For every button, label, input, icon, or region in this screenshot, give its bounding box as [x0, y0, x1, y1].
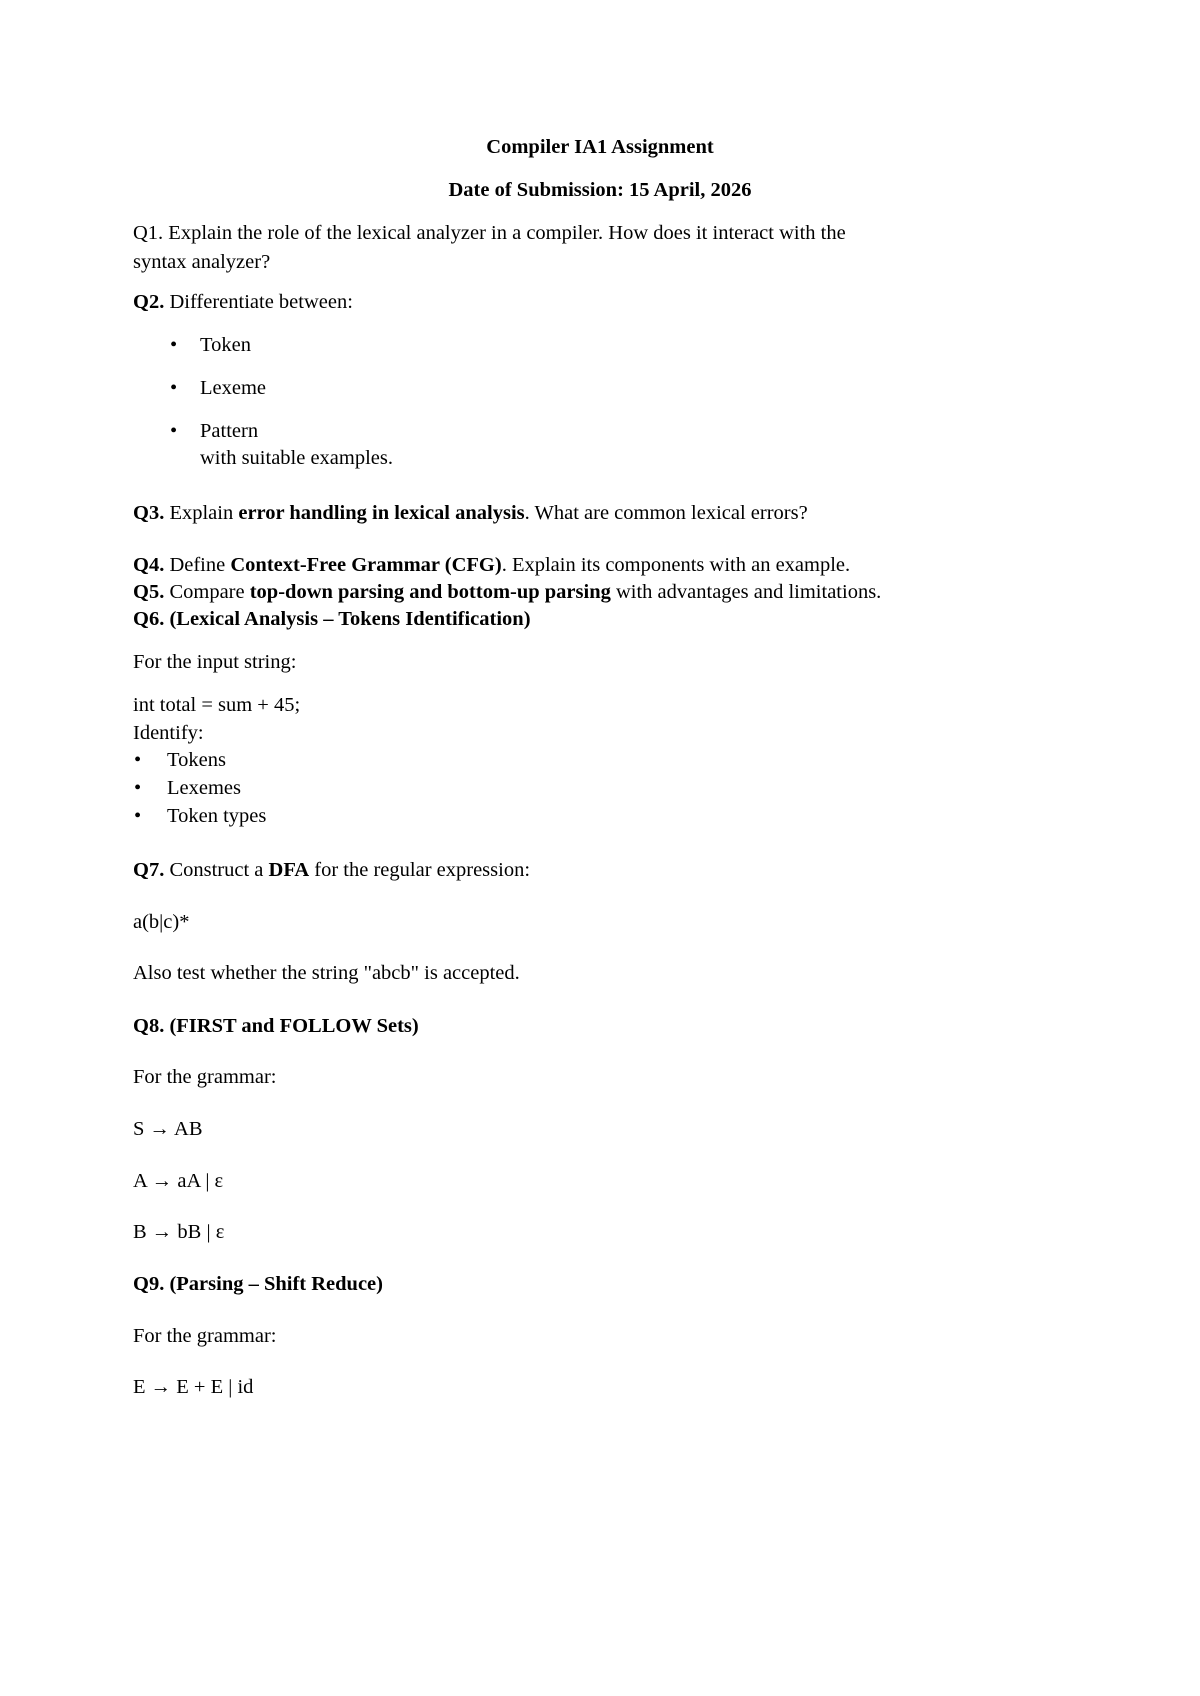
bullet-icon: •	[170, 420, 178, 442]
q5-text: Compare	[164, 581, 250, 603]
q3	[133, 500, 808, 526]
document-title: Compiler IA1 Assignment	[486, 136, 714, 158]
q7-regex: a(b|c)*	[133, 911, 190, 933]
bullet-icon: •	[134, 749, 142, 771]
q6-item-tokens: Tokens	[167, 749, 226, 771]
q7-emphasis: DFA	[268, 859, 310, 881]
q2-text: Differentiate between:	[164, 291, 353, 313]
q7-test: Also test whether the string "abcb" is accepted.	[133, 962, 520, 984]
q4	[133, 552, 850, 578]
q2	[133, 289, 353, 315]
q5	[133, 579, 881, 605]
q4-text-end: . Explain its components with an example.	[501, 554, 851, 576]
q9-rule: E → E + E | id	[133, 1376, 254, 1398]
bullet-icon: •	[134, 777, 142, 799]
q6-input-string: int total = sum + 45;	[133, 694, 301, 716]
q8-rule: A → aA | ε	[133, 1170, 224, 1192]
q7-number: Q7.	[133, 859, 165, 881]
q6-item-token-types: Token types	[167, 805, 267, 827]
q1-text: Q1. Explain the role of the lexical analyzer in a compiler. How does it interact with the	[133, 222, 846, 244]
q8-rule: S → AB	[133, 1118, 203, 1140]
q2-tail: with suitable examples.	[200, 447, 393, 469]
q4-number: Q4.	[133, 554, 165, 576]
q3-emphasis: error handling in lexical analysis	[238, 502, 525, 524]
q4-emphasis: Context-Free Grammar (CFG)	[230, 554, 502, 576]
submission-date: Date of Submission: 15 April, 2026	[448, 179, 752, 201]
q9-heading: Q9. (Parsing – Shift Reduce)	[133, 1273, 383, 1295]
q6-heading: Q6. (Lexical Analysis – Tokens Identification)	[133, 608, 531, 630]
q5-text-end: with advantages and limitations.	[610, 581, 882, 603]
q4-text: Define	[164, 554, 231, 576]
q3-number: Q3.	[133, 502, 165, 524]
q5-number: Q5.	[133, 581, 165, 603]
q7-text: Construct a	[164, 859, 269, 881]
q8-intro: For the grammar:	[133, 1066, 277, 1088]
q9-intro: For the grammar:	[133, 1325, 277, 1347]
q2-item-lexeme: Lexeme	[200, 377, 267, 399]
bullet-icon: •	[134, 805, 142, 827]
q6-identify: Identify:	[133, 722, 204, 744]
q8-rule: B → bB | ε	[133, 1221, 225, 1243]
q2-item-pattern: Pattern	[200, 420, 259, 442]
q1-text-cont: syntax analyzer?	[133, 251, 271, 273]
q7	[133, 857, 530, 883]
q3-text: Explain	[164, 502, 239, 524]
q7-text-end: for the regular expression:	[309, 859, 531, 881]
bullet-icon: •	[170, 377, 178, 399]
q5-emphasis: top-down parsing and bottom-up parsing	[249, 581, 611, 603]
q6-intro: For the input string:	[133, 651, 297, 673]
q2-number: Q2.	[133, 291, 165, 313]
bullet-icon: •	[170, 334, 178, 356]
q8-heading: Q8. (FIRST and FOLLOW Sets)	[133, 1015, 419, 1037]
q3-text-end: . What are common lexical errors?	[524, 502, 808, 524]
q2-item-token: Token	[200, 334, 251, 356]
q6-item-lexemes: Lexemes	[167, 777, 241, 799]
